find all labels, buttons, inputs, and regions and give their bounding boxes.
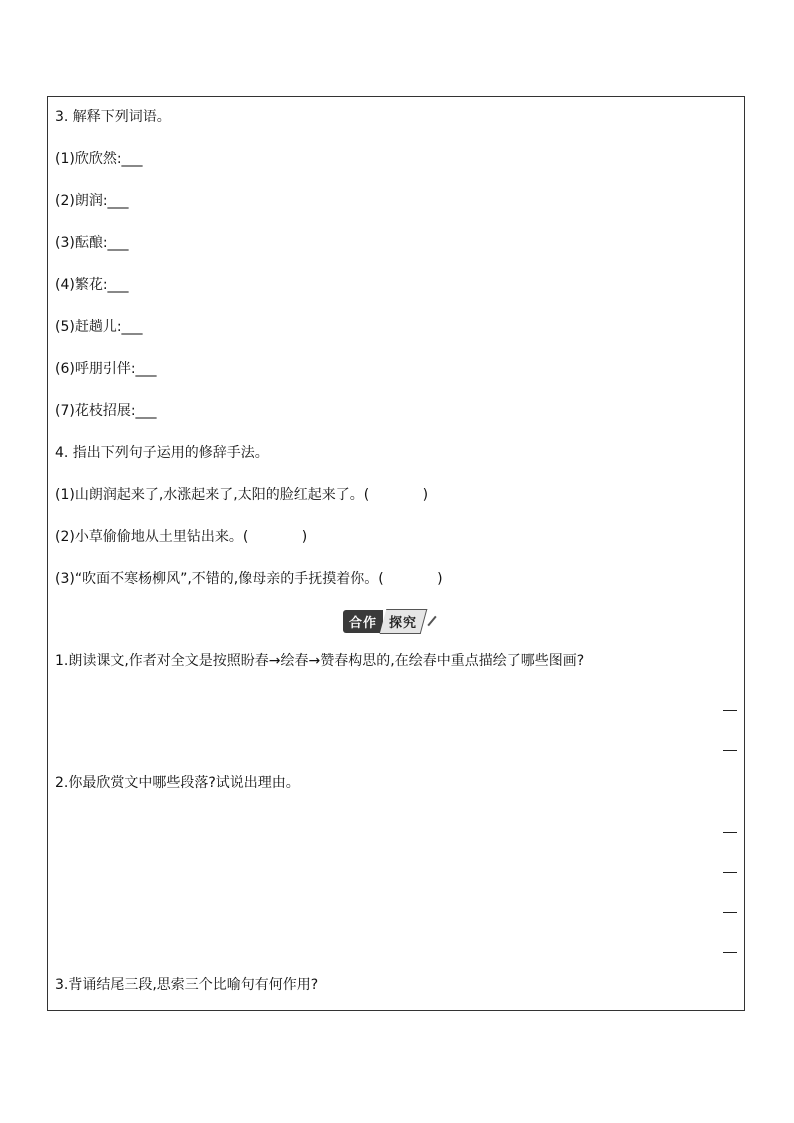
- q3-item-5: (5)赶趟儿:___: [55, 319, 143, 335]
- explore-question-2: 2.你最欣赏文中哪些段落?试说出理由。: [55, 775, 300, 791]
- explore-question-1: 1.朗读课文,作者对全文是按照盼春→绘春→赞春构思的,在绘春中重点描绘了哪些图画?: [55, 653, 585, 669]
- q4-item-1: (1)山朗润起来了,水涨起来了,太阳的脸红起来了。( ): [55, 487, 429, 503]
- question-4-title: 4. 指出下列句子运用的修辞手法。: [55, 445, 269, 461]
- section-badge: [343, 610, 438, 632]
- q4-item-3: (3)“吹面不寒杨柳风”,不错的,像母亲的手抚摸着你。( ): [55, 571, 443, 587]
- q3-item-6: (6)呼朋引伴:___: [55, 361, 157, 377]
- q3-item-4: (4)繁花:___: [55, 277, 129, 293]
- answer-line: [723, 710, 737, 711]
- section-badge-part2: 探究: [389, 615, 418, 631]
- worksheet-frame: [47, 96, 745, 1011]
- q3-item-3: (3)酝酿:___: [55, 235, 129, 251]
- q3-item-2: (2)朗润:___: [55, 193, 129, 209]
- answer-line: [723, 912, 737, 913]
- answer-line: [723, 952, 737, 953]
- answer-line: [723, 750, 737, 751]
- question-3-title: 3. 解释下列词语。: [55, 109, 171, 125]
- q3-item-7: (7)花枝招展:___: [55, 403, 157, 419]
- answer-line: [723, 872, 737, 873]
- section-badge-part2-wrap: [380, 609, 428, 634]
- section-badge-part1: 合作: [343, 610, 383, 633]
- q3-item-1: (1)欣欣然:___: [55, 151, 143, 167]
- explore-question-3: 3.背诵结尾三段,思索三个比喻句有何作用?: [55, 977, 319, 993]
- answer-line: [723, 832, 737, 833]
- q4-item-2: (2)小草偷偷地从土里钻出来。( ): [55, 529, 308, 545]
- pen-icon: [427, 616, 436, 626]
